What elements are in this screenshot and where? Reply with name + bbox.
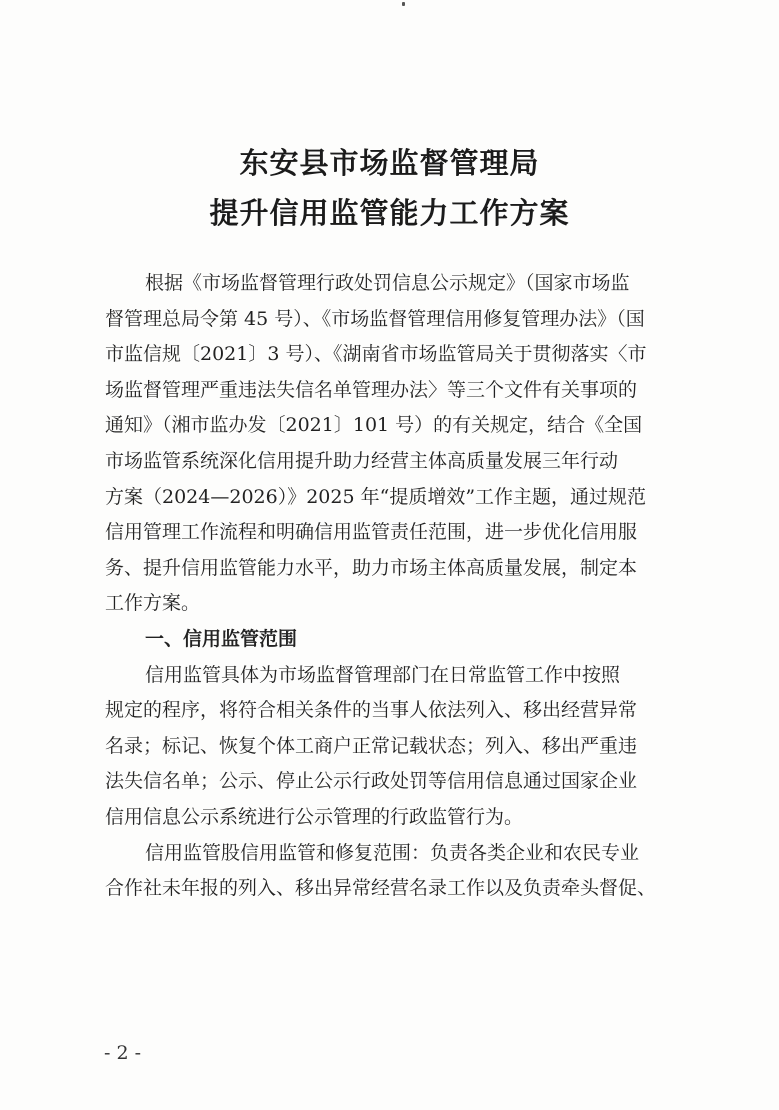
paragraph-3-line: 信用监管股信用监管和修复范围：负责各类企业和农民专业 <box>145 841 640 864</box>
paragraph-1-line: 场监督管理严重违法失信名单管理办法〉等三个文件有关事项的 <box>105 378 638 401</box>
paragraph-1-line: 督管理总局令第 45 号）、《市场监督管理信用修复管理办法》（国 <box>105 307 645 330</box>
section-heading: 一、信用监管范围 <box>145 627 298 650</box>
paragraph-1-line: 市场监管系统深化信用提升助力经营主体高质量发展三年行动 <box>105 449 619 472</box>
title-line-2: 提升信用监管能力工作方案 <box>209 196 570 230</box>
paragraph-2-line: 名录；标记、恢复个体工商户正常记载状态；列入、移出严重违 <box>105 734 638 757</box>
paragraph-1-line: 通知》（湘市监办发〔2021〕101 号）的有关规定，结合《全国 <box>105 414 643 437</box>
paragraph-2-line: 信用监管具体为市场监督管理部门在日常监管工作中按照 <box>145 663 621 686</box>
scan-speck <box>402 2 405 6</box>
paragraph-1-line: 工作方案。 <box>105 592 201 615</box>
document-title <box>0 138 779 238</box>
page-number: - 2 - <box>104 1042 142 1064</box>
paragraph-1-line: 方案（2024—2026）》2025 年“提质增效”工作主题，通过规范 <box>105 485 647 508</box>
paragraph-2-line: 信用信息公示系统进行公示管理的行政监管行为。 <box>105 805 524 828</box>
paragraph-1-line: 信用管理工作流程和明确信用监管责任范围，进一步优化信用服 <box>105 521 638 544</box>
paragraph-1-line: 根据《市场监督管理行政处罚信息公示规定》（国家市场监 <box>145 272 630 294</box>
paragraph-1-line: 市监信规〔2021〕3 号）、《湖南省市场监管局关于贯彻落实〈市 <box>105 343 647 366</box>
document-body <box>105 266 683 907</box>
paragraph-2-line: 法失信名单；公示、停止公示行政处罚等信用信息通过国家企业 <box>105 770 638 793</box>
paragraph-2-line: 规定的程序，将符合相关条件的当事人依法列入、移出经营异常 <box>105 699 638 722</box>
paragraph-1-line: 务、提升信用监管能力水平，助力市场主体高质量发展，制定本 <box>105 556 638 579</box>
paragraph-3-line: 合作社未年报的列入、移出异常经营名录工作以及负责牵头督促、 <box>105 877 657 900</box>
title-line-1: 东安县市场监督管理局 <box>239 146 540 180</box>
